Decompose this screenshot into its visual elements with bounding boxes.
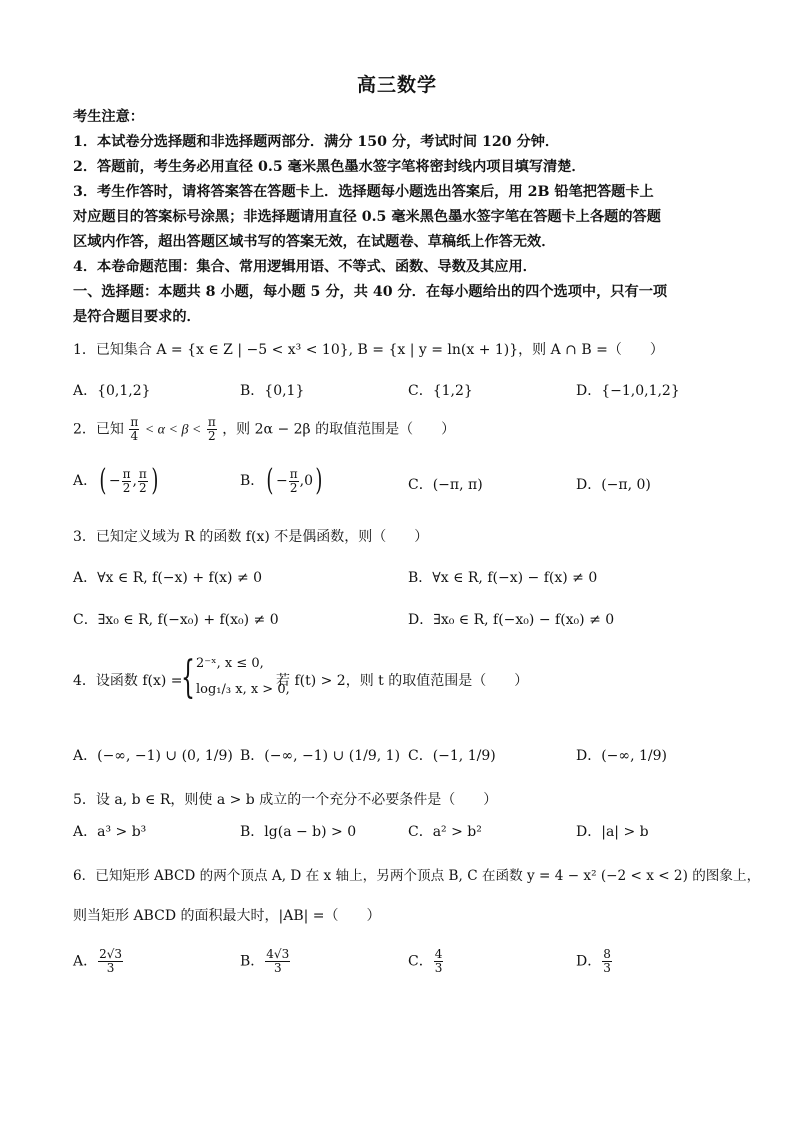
note-3a: 3．考生作答时，请将答案答在答题卡上．选择题每小题选出答案后，用 2B 铅笔把答题卡上	[73, 184, 654, 200]
q4-option-d[interactable]: D．(−∞, 1/9)	[576, 748, 667, 764]
q3-option-c[interactable]: C．∃x₀ ∈ R, f(−x₀) + f(x₀) ≠ 0	[73, 612, 279, 628]
question-3-stem: 3．已知定义域为 R 的函数 f(x) 不是偶函数，则（ ）	[73, 529, 429, 545]
q2-option-b-label: B．	[240, 473, 265, 489]
question-2-stem	[73, 416, 455, 443]
q1-option-a[interactable]: A．{0,1,2}	[73, 383, 151, 399]
q6-option-c-label: C．	[408, 953, 433, 970]
q2-option-a-label: A．	[73, 473, 98, 489]
q4-case-2: log₁/₃ x, x > 0,	[196, 682, 290, 697]
q6-option-a-label: A．	[73, 953, 98, 970]
q1-option-b[interactable]: B．{0,1}	[240, 383, 305, 399]
q3-option-d[interactable]: D．∃x₀ ∈ R, f(−x₀) − f(x₀) ≠ 0	[408, 612, 615, 628]
q4-brace: {	[181, 652, 195, 703]
q4-option-a[interactable]: A．(−∞, −1) ∪ (0, 1/9)	[73, 748, 233, 764]
q2-option-a[interactable]: A．( − $\frac{\pi}{2}$ , $\frac{\pi}{2}$ )	[73, 463, 159, 498]
q2-post: ，则 2α − 2β 的取值范围是（ ）	[222, 421, 456, 438]
note-1: 1．本试卷分选择题和非选择题两部分．满分 150 分，考试时间 120 分钟．	[73, 134, 560, 150]
q2-option-c[interactable]: C．(−π, π)	[408, 477, 483, 493]
q6-option-c[interactable]: C． $\frac{4}{3}$	[408, 947, 443, 975]
q6-option-d[interactable]: D． $\frac{8}{3}$	[576, 947, 611, 975]
q2-fraction-2: $\frac{\pi}{2}$	[207, 415, 216, 443]
question-4-pre: 4．设函数 f(x) =	[73, 673, 183, 689]
q2-option-b[interactable]: B．( − $\frac{\pi}{2}$ ,0)	[240, 463, 323, 498]
page-title: 高三数学	[356, 74, 437, 96]
q2-inequality: < α < β <	[144, 422, 202, 438]
q4-case-1: 2⁻ˣ, x ≤ 0,	[196, 656, 264, 671]
section-heading: 一、选择题：本题共 8 小题，每小题 5 分，共 40 分．在每小题给出的四个选项中，只有一项	[73, 284, 668, 300]
note-4: 4．本卷命题范围：集合、常用逻辑用语、不等式、函数、导数及其应用．	[73, 259, 537, 275]
q6-option-b[interactable]: B． $\frac{4√3}{3}$	[240, 947, 290, 975]
question-4-post: 若 f(t) > 2，则 t 的取值范围是（ ）	[276, 673, 529, 689]
q4-option-c[interactable]: C．(−1, 1/9)	[408, 748, 496, 764]
question-6-stem-2: 则当矩形 ABCD 的面积最大时，|AB| =（ ）	[73, 908, 381, 924]
notes-heading: 考生注意：	[73, 109, 144, 125]
q1-option-d[interactable]: D．{−1,0,1,2}	[576, 383, 680, 399]
question-1-stem: 1．已知集合 A = {x ∈ Z | −5 < x³ < 10}, B = {x | y = ln(x + 1)}，则 A ∩ B =（ ）	[73, 342, 664, 358]
note-3c: 区域内作答，超出答题区域书写的答案无效，在试题卷、草稿纸上作答无效．	[73, 234, 556, 250]
question-5-stem: 5．设 a, b ∈ R，则使 a > b 成立的一个充分不必要条件是（ ）	[73, 792, 498, 808]
section-heading-2: 是符合题目要求的．	[73, 309, 201, 325]
q2-option-d[interactable]: D．(−π, 0)	[576, 477, 651, 493]
q5-option-a[interactable]: A．a³ > b³	[73, 824, 147, 840]
note-2: 2．答题前，考生务必用直径 0.5 毫米黑色墨水签字笔将密封线内项目填写清楚．	[73, 159, 586, 175]
q1-option-c[interactable]: C．{1,2}	[408, 383, 473, 399]
q2-fraction-1: $\frac{\pi}{4}$	[130, 415, 139, 443]
q5-option-b[interactable]: B．lg(a − b) > 0	[240, 824, 357, 840]
q2-pre: 2．已知	[73, 421, 124, 438]
question-6-stem-1: 6．已知矩形 ABCD 的两个顶点 A, D 在 x 轴上，另两个顶点 B, C 在函数 y = 4 − x² (−2 < x < 2) 的图象上，	[73, 868, 761, 884]
q4-option-b[interactable]: B．(−∞, −1) ∪ (1/9, 1)	[240, 748, 401, 764]
q5-option-c[interactable]: C．a² > b²	[408, 824, 482, 840]
q5-option-d[interactable]: D．|a| > b	[576, 824, 649, 840]
q6-option-d-label: D．	[576, 953, 602, 970]
q6-option-b-label: B．	[240, 953, 265, 970]
note-3b: 对应题目的答案标号涂黑；非选择题请用直径 0.5 毫米黑色墨水签字笔在答题卡上各题的答题	[73, 209, 661, 225]
q6-option-a[interactable]: A． $\frac{2√3}{3}$	[73, 947, 123, 975]
q3-option-a[interactable]: A．∀x ∈ R, f(−x) + f(x) ≠ 0	[73, 570, 263, 586]
q3-option-b[interactable]: B．∀x ∈ R, f(−x) − f(x) ≠ 0	[408, 570, 598, 586]
